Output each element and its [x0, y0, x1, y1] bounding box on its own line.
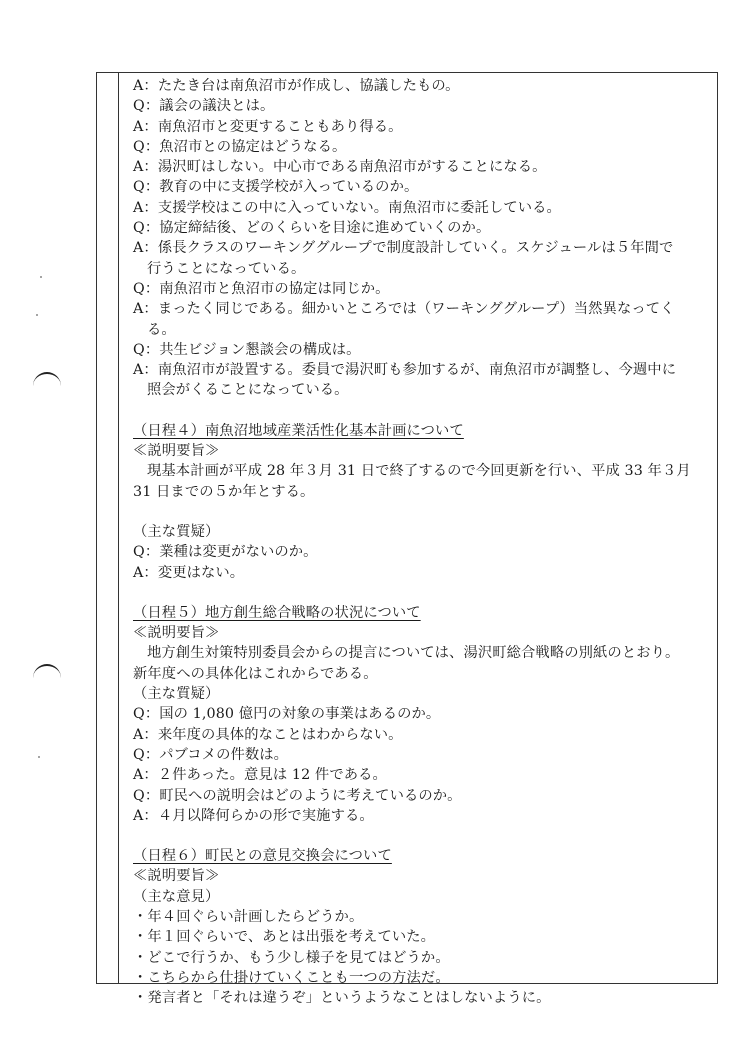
qa-answer: A：まったく同じである。細かいところでは（ワーキンググループ）当然異なってく: [133, 301, 675, 318]
qa-answer: A：来年度の具体的なことはわからない。: [133, 726, 403, 743]
qa-question: Q：議会の議決とは。: [133, 98, 275, 115]
minutes-content: [133, 76, 713, 1008]
punch-hole-bottom: [33, 664, 61, 682]
qa-question: Q：パブコメの件数は。: [133, 746, 289, 763]
qa-question: Q：国の 1,080 億円の対象の事業はあるのか。: [133, 706, 441, 723]
column-divider: [118, 73, 119, 983]
opinion-item: ・こちらから仕掛けていくことも一つの方法だ。: [133, 969, 450, 986]
qa-question: Q：教育の中に支援学校が入っているのか。: [133, 179, 419, 196]
qa-question: Q：共生ビジョン懇談会の構成は。: [133, 341, 361, 358]
qa-label: （主な質疑）: [133, 523, 220, 540]
opinion-item: ・発言者と「それは違うぞ」というようなことはしないように。: [133, 990, 551, 1007]
summary-text: 新年度への具体化はこれからである。: [133, 665, 378, 682]
opinions-label: （主な意見）: [133, 888, 220, 905]
qa-answer: A：支援学校はこの中に入っていない。南魚沼市に委託している。: [133, 199, 561, 216]
qa-answer: A：変更はない。: [133, 564, 245, 581]
qa-question: Q：業種は変更がないのか。: [133, 544, 318, 561]
qa-block: [133, 76, 713, 401]
punch-hole-top: [33, 372, 61, 390]
qa-question: Q：町民への説明会はどのように考えているのか。: [133, 787, 462, 804]
scan-speck: [36, 314, 38, 316]
summary-label: ≪説明要旨≫: [133, 868, 220, 885]
qa-answer: A：湯沢町はしない。中心市である南魚沼市がすることになる。: [133, 159, 547, 176]
summary-label: ≪説明要旨≫: [133, 625, 220, 642]
qa-answer: A：４月以降何らかの形で実施する。: [133, 807, 374, 824]
summary-text: 地方創生対策特別委員会からの提言については、湯沢町総合戦略の別紙のとおり。: [147, 645, 680, 662]
qa-question: Q：協定締結後、どのくらいを目途に進めていくのか。: [133, 220, 491, 237]
qa-answer-continued: 行うことになっている。: [147, 260, 306, 277]
summary-label: ≪説明要旨≫: [133, 443, 220, 460]
qa-answer-continued: 照会がくることになっている。: [147, 382, 349, 399]
opinion-item: ・年１回ぐらいで、あとは出張を考えていた。: [133, 929, 436, 946]
opinion-item: ・年４回ぐらい計画したらどうか。: [133, 908, 364, 925]
scan-speck: [40, 276, 42, 278]
section-heading: （日程４）南魚沼地域産業活性化基本計画について: [133, 422, 464, 439]
section-6: [133, 846, 713, 1008]
qa-label: （主な質疑）: [133, 686, 220, 703]
summary-text: 31 日までの５か年とする。: [133, 483, 315, 500]
qa-question: Q：魚沼市との協定はどうなる。: [133, 138, 347, 155]
qa-answer: A：南魚沼市が設置する。委員で湯沢町も参加するが、南魚沼市が調整し、今週中に: [133, 362, 677, 379]
qa-answer-continued: る。: [147, 321, 176, 338]
section-4: [133, 421, 713, 583]
opinion-item: ・どこで行うか、もう少し様子を見てはどうか。: [133, 949, 450, 966]
qa-answer: A：たたき台は南魚沼市が作成し、協議したもの。: [133, 78, 460, 94]
section-5: [133, 603, 713, 826]
section-heading: （日程５）地方創生総合戦略の状況について: [133, 604, 421, 621]
qa-question: Q：南魚沼市と魚沼市の協定は同じか。: [133, 280, 390, 297]
qa-answer: A：係長クラスのワーキンググループで制度設計していく。スケジュールは５年間で: [133, 240, 674, 257]
scan-speck: [38, 756, 40, 758]
summary-text: 現基本計画が平成 28 年３月 31 日で終了するので今回更新を行い、平成 33 年３月: [147, 463, 691, 480]
qa-answer: A：南魚沼市と変更することもあり得る。: [133, 118, 403, 135]
qa-answer: A：２件あった。意見は 12 件である。: [133, 767, 387, 784]
section-heading: （日程６）町民との意見交換会について: [133, 848, 392, 865]
